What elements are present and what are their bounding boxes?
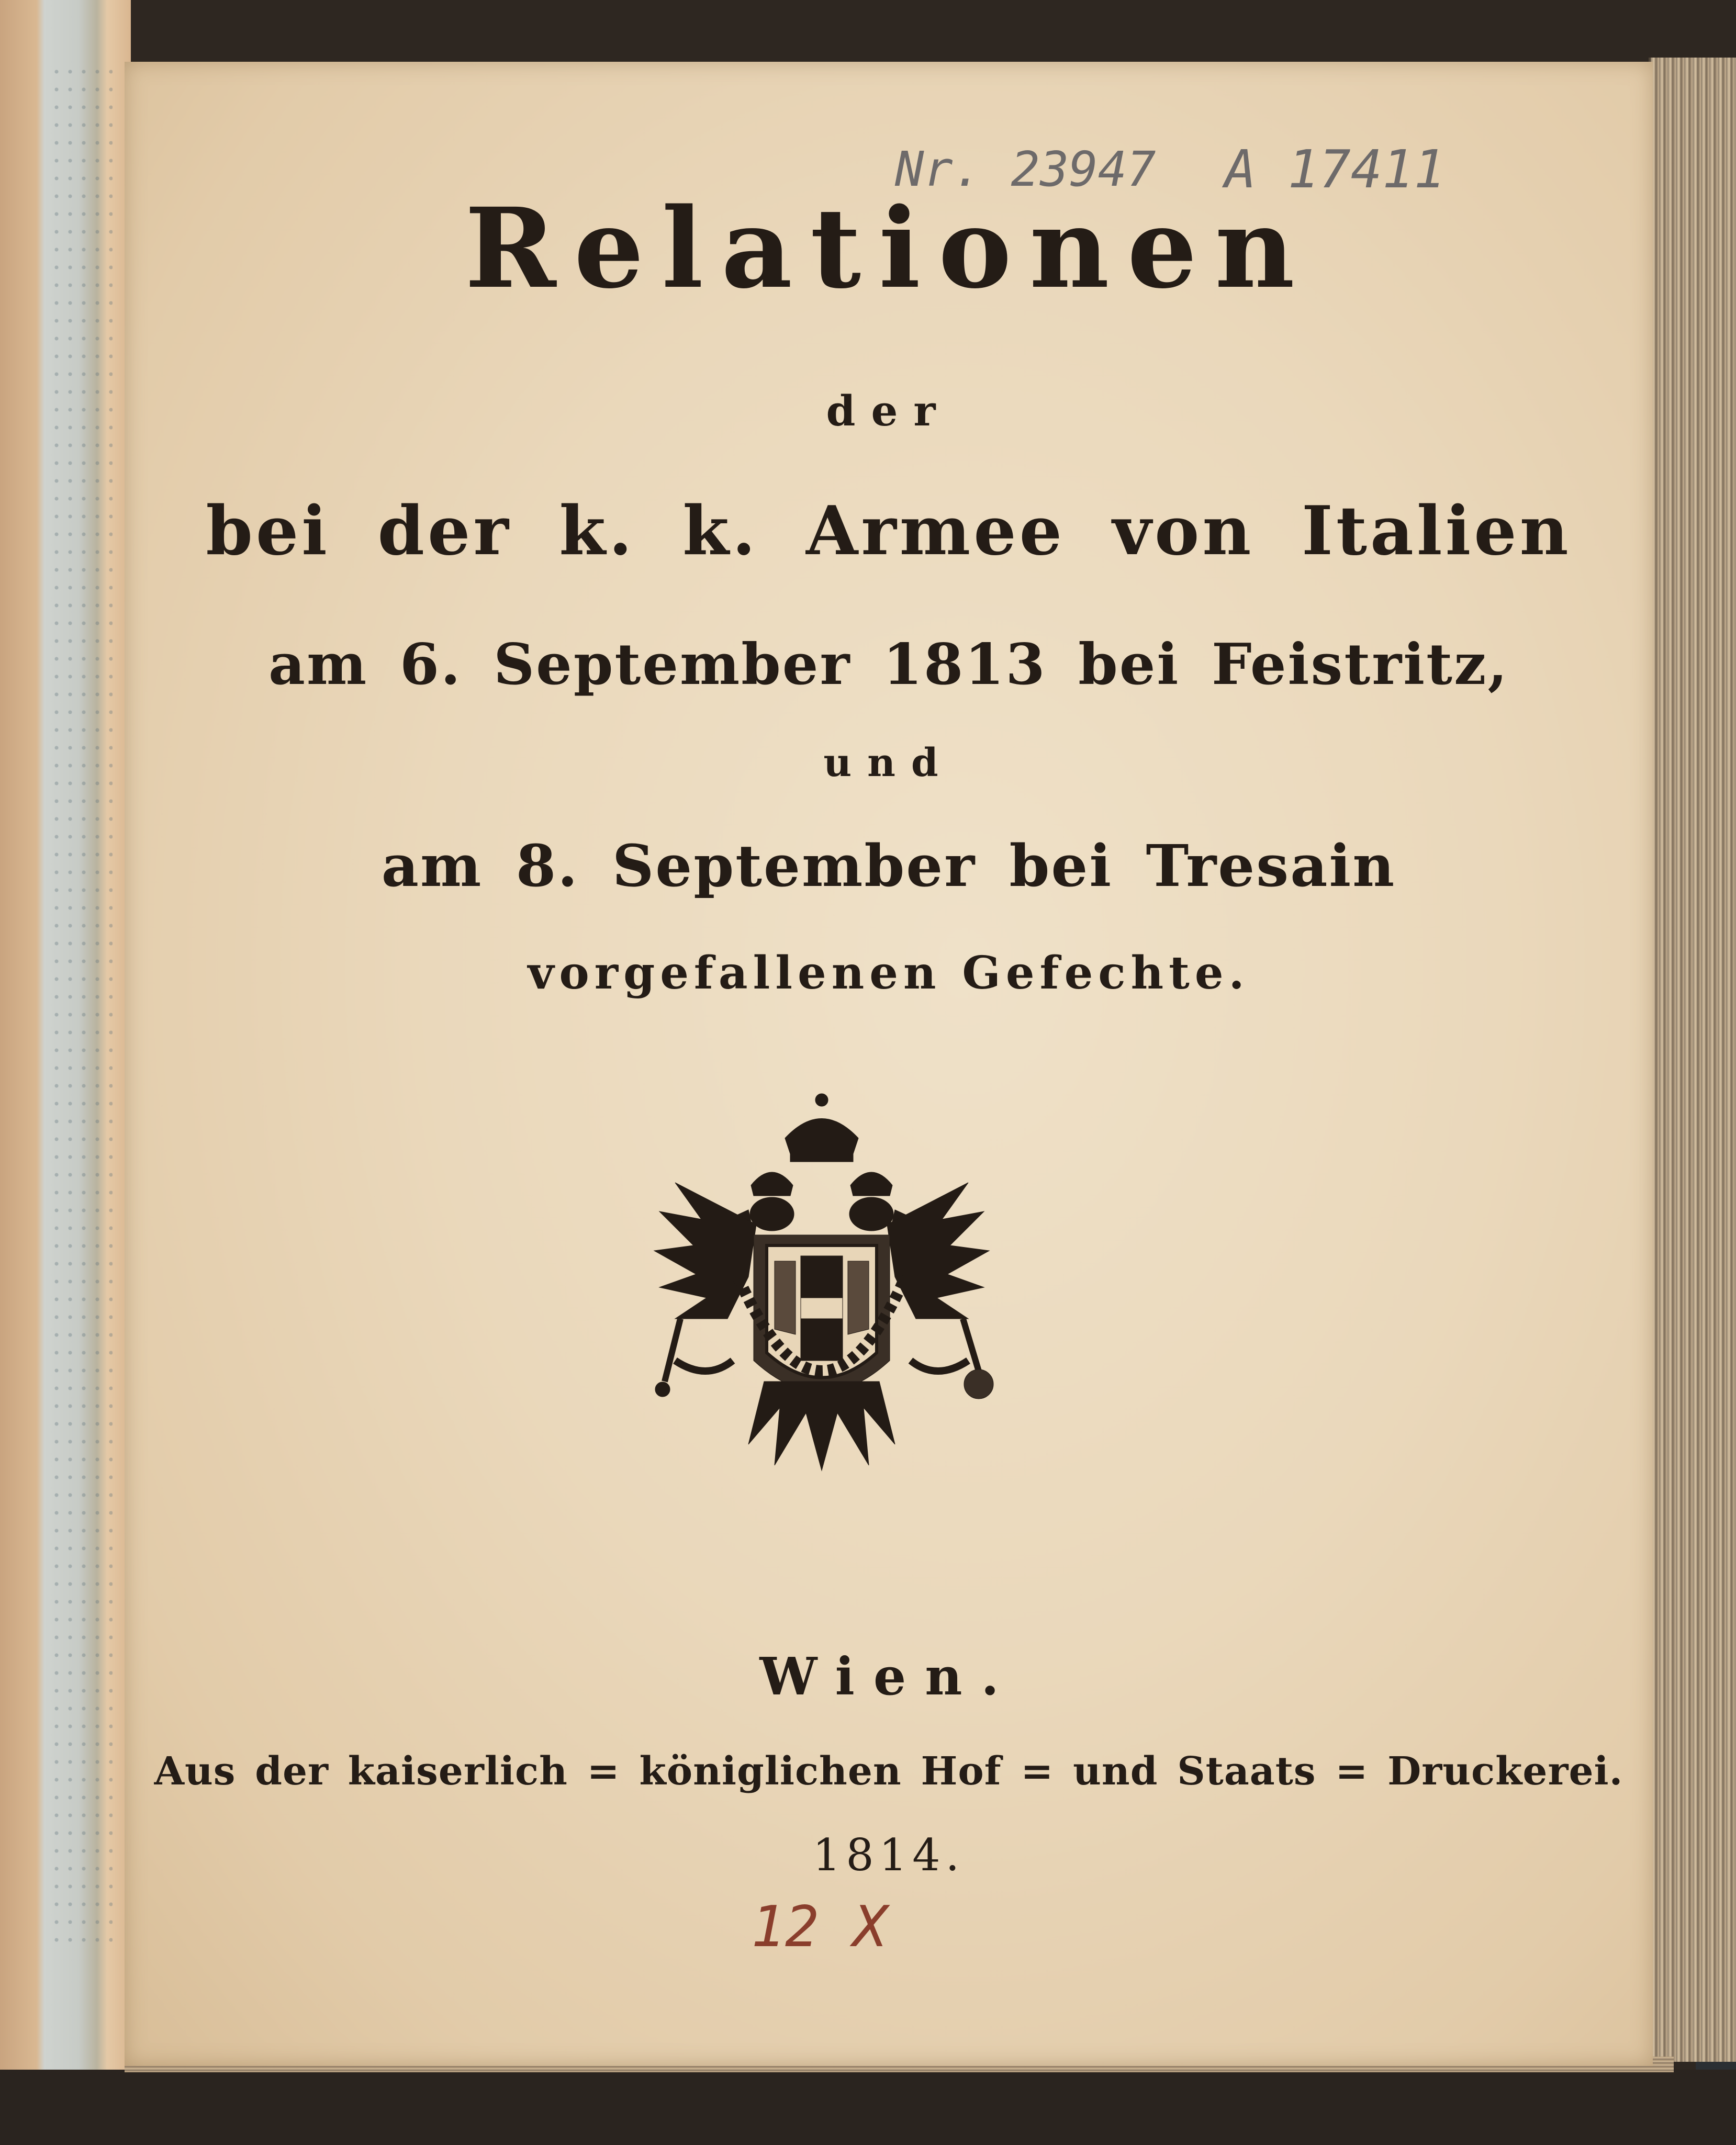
title-line-tresain: am 8. September bei Tresain [381, 832, 1396, 900]
scan-background-bottom [0, 2070, 1736, 2145]
title-line-der: der [826, 386, 951, 435]
handwritten-shelfmark-right: A 17411 [1225, 139, 1446, 200]
handwritten-shelfmark-left: Nr. 23947 [895, 141, 1156, 197]
printer-imprint: Aus der kaiserlich = königlichen Hof = und Staats = Druckerei. [154, 1749, 1623, 1794]
title-line-und: und [823, 740, 954, 785]
spine-pattern [50, 63, 113, 1947]
place-of-publication: Wien. [759, 1647, 1018, 1707]
title-line-gefechte: vorgefallenen Gefechte. [528, 947, 1250, 999]
double-headed-eagle-crest-icon [644, 1088, 1000, 1476]
publication-year: 1814. [812, 1829, 965, 1881]
book-title: Relationen [465, 184, 1313, 313]
book-spine [0, 0, 131, 2145]
handwritten-note-bottom: 12 X [751, 1894, 888, 1960]
title-line-feistritz: am 6. September 1813 bei Feistritz, [268, 632, 1509, 698]
page-edges [1649, 58, 1736, 2062]
title-line-army: bei der k. k. Armee von Italien [206, 492, 1572, 570]
